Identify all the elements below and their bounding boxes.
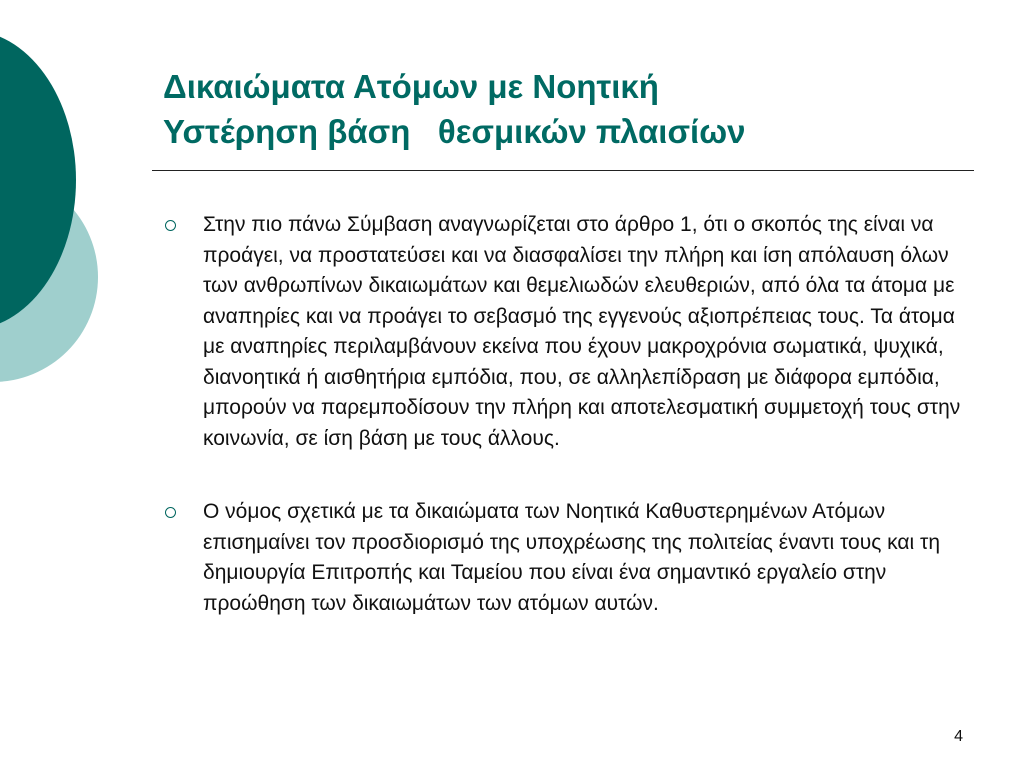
- bullet-item: [160, 497, 970, 619]
- bullet-item: [160, 210, 970, 454]
- bullet-text: Στην πιο πάνω Σύμβαση αναγνωρίζεται στο άρθρο 1, ότι ο σκοπός της είναι να προάγει, να προστατεύσει και να διασφαλίσει την πλήρη και ίση απόλαυση όλων των ανθρωπίνων δικαιωμάτων και θεμελιωδών ελευθεριών, από όλα τα άτομα με αναπηρίες και να προάγει το σεβασμό της εγγενούς αξιοπρέπειας τους. Τα άτομα με αναπηρίες περιλαμβάνουν εκείνα που έχουν μακροχρόνια σωματικά, ψυχικά, διανοητικά ή αισθητήρια εμπόδια, που, σε αλληλεπίδραση με διάφορα εμπόδια, μπορούν να παρεμποδίσουν την πλήρη και αποτελεσματική συμμετοχή τους στην κοινωνία, σε ίση βάση με τους άλλους.: [203, 213, 961, 450]
- bullet-list: [160, 210, 970, 662]
- slide-title-line-2: Υστέρηση βάση θεσμικών πλαισίων: [163, 113, 746, 150]
- slide-title: [163, 64, 983, 154]
- slide-number: 4: [954, 728, 963, 745]
- title-divider: [152, 170, 974, 171]
- bullet-text: Ο νόμος σχετικά με τα δικαιώματα των Νοητικά Καθυστερημένων Ατόμων επισημαίνει τον προσδιορισμό της υποχρέωσης της πολιτείας έναντι τους και τη δημιουργία Επιτροπής και Ταμείου που είναι ένα σημαντικό εργαλείο στην προώθηση των δικαιωμάτων των ατόμων αυτών.: [203, 500, 941, 615]
- bullet-circle-icon: [165, 220, 176, 231]
- slide-title-line-1: Δικαιώματα Ατόμων με Νοητική: [163, 68, 659, 105]
- bullet-circle-icon: [165, 507, 176, 518]
